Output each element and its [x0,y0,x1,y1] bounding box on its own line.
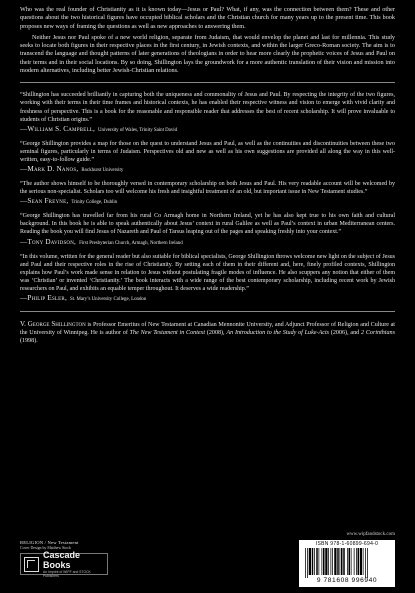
cover-credit: Cover Design by Matthew Stock [20,546,72,550]
endorsement-quote: “George Shillington has travelled far from his rural Co Armagh home in Northern Ireland, yet he has also kept true to his own faith and cultural background. In this book he is able to speak authentically about Jesus’ context in rural Galilee as well as Paul’s context in urban Mediterranean centers. Reading the book you will find Jesus of Nazareth and Paul of Tarsus leaping out of the pages and speaking freshly into your context.” [20,213,395,236]
book-description [20,6,395,75]
endorsement [20,212,395,247]
reviewer-affiliation: Rockhurst University [81,168,124,174]
endorsements [20,91,395,304]
reviewer-name: —Mark D. Nanos, [20,165,79,174]
barcode [299,540,395,587]
endorsement-attribution [20,238,395,248]
description-paragraph: Who was the real founder of Christianity as it is known today—Jesus or Paul? What, if any, was the connection between them? These and other questions about the two historical figures have occupied biblical scholars and the Christian church for many years up to the present time. This book proposes new ways of framing the questions as well as new approaches to answering them. [20,6,395,30]
book-title: The New Testament in Context [129,330,206,337]
barcode-digits: 9 781608 996940 [316,577,378,584]
cover-footer [20,532,395,590]
isbn-number: ISBN 978-1-60899-694-0 [315,541,379,547]
reviewer-name: —Tony Davidson, [20,237,77,246]
endorsement [20,91,395,134]
barcode-bars [303,548,391,578]
endorsement-attribution [20,197,395,207]
endorsement [20,180,395,207]
reviewer-name: —Sean Freyne, [20,197,69,206]
reviewer-affiliation: First Presbyterian Church, Armagh, Northern Ireland [79,240,183,246]
reviewer-affiliation: Trinity College, Dublin [71,200,118,206]
reviewer-name: —Philip Esler, [20,293,67,302]
publisher-name: Cascade Books [43,550,81,570]
reviewer-name: —William S. Campbell, [20,124,95,133]
author-bio: V. George Shillington is Professor Emeritus of New Testament at Canadian Mennonite University, and Adjunct Professor of Religion and Culture at the University of Winnipeg. He is author of The New Testament in Context (2008), An Introduction to the Study of Luke-Acts (2006), and 2 Corinthians (1998). [20,319,395,345]
endorsement [20,253,395,304]
endorsement [20,140,395,175]
endorsement-quote: “George Shillington provides a map for those on the quest to understand Jesus and Paul, as well as the continuities and discontinuities between these two seminal figures, particularly in terms of Judaism. Perspectives old and new as well as his own suggestions are provided all along the way in this well-written, easy-to-follow guide.” [20,140,395,163]
divider [20,82,395,83]
endorsement-quote: “The author shows himself to be thoroughly versed in contemporary scholarship on both Jesus and Paul. His very readable account will be welcomed by the serious non-specialist. Scholars too will welcome his fresh and insightful treatment of an old, but important issue in New Testament studies.” [20,181,395,196]
book-title: An Introduction to the Study of Luke-Acts [226,330,330,337]
publisher-mark-icon [24,557,39,572]
description-paragraph: Neither Jesus nor Paul spoke of a new world religion, separate from Judaism, that would envelop the planet and last for millennia. This study seeks to locate both figures in their respective places in the first century, in Jewish contexts, and within the larger Greco-Roman society. The aim is to transcend the language and thought patterns of later generations of theologians in order to hear more clearly the prophetic voices of Jesus and Paul on their terms and in their social locations. By so doing, Shillington lays the groundwork for a more authentic translation of their vision and mission into modern alternatives, including better Jewish-Christian relations. [20,33,395,75]
divider [20,311,395,312]
endorsement-quote: “In this volume, written for the general reader but also suitable for biblical specialists, George Shillington throws welcome new light on the subject of Jesus and Paul and their respective roles in the rise of Christianity. By setting each of them in their different and, here, finely profiled contexts, Shillington explains how Paul’s work made sense in relation to Jesus without postulating fragile modes of influence. He also scuppers any notion that either of them was ‘Christian’ or invented ‘Christianity.’ The book interacts with a wide range of the best contemporary scholarship, including recent work by Jewish researchers on Paul, and exhibits an equable temper throughout. It deserves a wide readership.” [20,253,395,292]
publisher-logo [20,550,108,578]
subject-category: RELIGION / New Testament [20,540,79,545]
publisher-website: www.wipfandstock.com [346,532,395,537]
endorsement-attribution [20,125,395,135]
author-name: V. George Shillington [20,319,86,328]
reviewer-affiliation: St. Mary’s University College, London [69,296,147,302]
book-title: 2 Corinthians [361,330,395,337]
reviewer-affiliation: University of Wales, Trinity Saint David [97,127,178,133]
endorsement-attribution [20,165,395,175]
endorsement-attribution [20,294,395,304]
endorsement-quote: “Shillington has succeeded brilliantly in capturing both the uniqueness and commonality of Jesus and Paul. By respecting the integrity of the two figures, working with their terms in their time frames and historical contexts, he has enabled their respective witness and vision to emerge with vivid clarity and freshness of perspective. This is a book for the reasonable and responsible reader that addresses the best of recent scholarship. It will prove invaluable to students of Christian origins.” [20,92,395,123]
publisher-imprint: An Imprint of WIPF and STOCK Publishers [43,570,91,578]
